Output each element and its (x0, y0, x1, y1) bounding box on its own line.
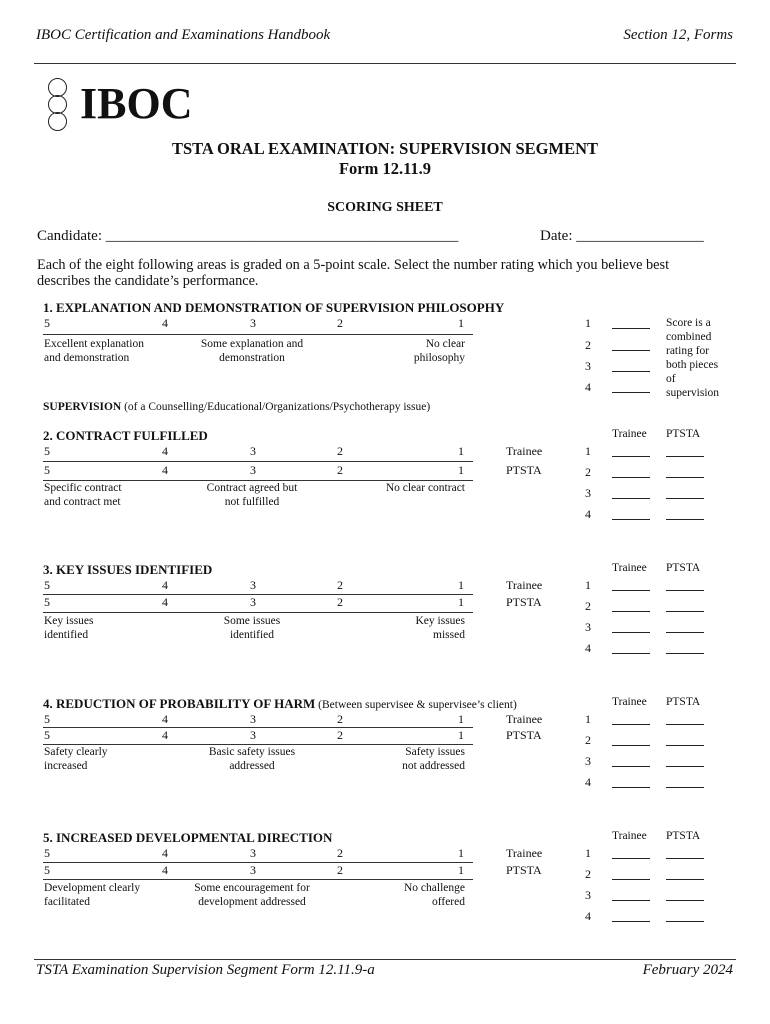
desc-right: No clear philosophy (413, 338, 465, 364)
section-2-title: 2. CONTRACT FULFILLED (43, 428, 208, 443)
row-number: 3 (585, 888, 591, 902)
row-number: 2 (585, 338, 591, 352)
trainee-scale-1[interactable]: 1 (458, 846, 464, 860)
ptsta-scale-2[interactable]: 2 (337, 463, 343, 477)
score-blank[interactable] (612, 350, 650, 351)
ptsta-scale-2[interactable]: 2 (337, 595, 343, 609)
ptsta-scale-5[interactable]: 5 (44, 463, 50, 477)
ptsta-label: PTSTA (506, 463, 542, 477)
trainee-scale-2[interactable]: 2 (337, 444, 343, 458)
ptsta-scale-1[interactable]: 1 (458, 728, 464, 742)
row-number: 3 (585, 359, 591, 373)
row-number: 1 (585, 712, 591, 726)
trainee-scale-4[interactable]: 4 (162, 444, 168, 458)
header-right: Section 12, Forms (623, 27, 733, 43)
ptsta-score-blank[interactable] (666, 456, 704, 457)
trainee-score-blank[interactable] (612, 477, 650, 478)
scale-2[interactable]: 2 (337, 316, 343, 330)
row-number: 1 (585, 316, 591, 330)
desc-left: Key issues identified (44, 615, 94, 641)
ptsta-label: PTSTA (506, 728, 542, 742)
section-1-title: 1. EXPLANATION AND DEMONSTRATION OF SUPERVISION PHILOSOPHY (43, 300, 505, 315)
header-left: IBOC Certification and Examinations Handbook (36, 27, 331, 43)
ptsta-scale-2[interactable]: 2 (337, 728, 343, 742)
trainee-scale-2[interactable]: 2 (337, 846, 343, 860)
ptsta-score-blank[interactable] (666, 590, 704, 591)
desc-right: Key issues missed (415, 615, 465, 641)
ptsta-score-blank[interactable] (666, 745, 704, 746)
intro-line-2: describes the candidate’s performance. (37, 273, 259, 289)
desc-left: Development clearly facilitated (44, 882, 141, 908)
section-4-title: 4. REDUCTION OF PROBABILITY OF HARM (Between supervisee & supervisee’s client) (43, 696, 517, 711)
trainee-label: Trainee (506, 846, 543, 860)
trainee-scale-3[interactable]: 3 (250, 846, 256, 860)
desc-right: No clear contract (385, 482, 465, 494)
ptsta-score-blank[interactable] (666, 787, 704, 788)
trainee-score-blank[interactable] (612, 724, 650, 725)
scale-1[interactable]: 1 (458, 316, 464, 330)
ptsta-score-blank[interactable] (666, 519, 704, 520)
ptsta-scale-3[interactable]: 3 (250, 463, 256, 477)
trainee-scale-1[interactable]: 1 (458, 578, 464, 592)
ptsta-score-blank[interactable] (666, 879, 704, 880)
trainee-score-blank[interactable] (612, 456, 650, 457)
row-number: 1 (585, 444, 591, 458)
trainee-scale-3[interactable]: 3 (250, 444, 256, 458)
scoring-sheet-title: SCORING SHEET (327, 200, 443, 215)
ptsta-scale-3[interactable]: 3 (250, 595, 256, 609)
trainee-score-blank[interactable] (612, 921, 650, 922)
trainee-label: Trainee (506, 444, 543, 458)
footer-right: February 2024 (642, 962, 733, 978)
trainee-score-blank[interactable] (612, 879, 650, 880)
desc-right: Safety issues not addressed (402, 746, 465, 772)
trainee-score-blank[interactable] (612, 632, 650, 633)
date-label: Date: (540, 228, 573, 244)
ptsta-label: PTSTA (506, 595, 542, 609)
desc-left: Safety clearly increased (44, 746, 108, 772)
row-number: 4 (585, 909, 591, 923)
scale-rule (43, 334, 473, 335)
ptsta-scale-1[interactable]: 1 (458, 463, 464, 477)
candidate-label: Candidate: (37, 228, 102, 244)
trainee-scale-4[interactable]: 4 (162, 712, 168, 726)
header-rule (34, 63, 736, 64)
desc-right: No challenge offered (404, 882, 465, 908)
trainee-score-blank[interactable] (612, 519, 650, 520)
ptsta-score-blank[interactable] (666, 766, 704, 767)
date-field[interactable] (540, 228, 704, 245)
footer-left: TSTA Examination Supervision Segment Form 12.11.9-a (36, 962, 375, 978)
logo-circle-bottom (48, 112, 67, 131)
ptsta-scale-3[interactable]: 3 (250, 728, 256, 742)
trainee-scale-2[interactable]: 2 (337, 578, 343, 592)
desc-middle: Basic safety issues addressed (208, 746, 296, 772)
supervision-note: SUPERVISION (of a Counselling/Educational/Organizations/Psychotherapy issue) (43, 401, 431, 413)
ptsta-header: PTSTA (666, 428, 701, 440)
ptsta-score-blank[interactable] (666, 477, 704, 478)
trainee-scale-5[interactable]: 5 (44, 846, 50, 860)
ptsta-header: PTSTA (666, 696, 701, 708)
section-3-title: 3. KEY ISSUES IDENTIFIED (43, 562, 213, 577)
trainee-score-blank[interactable] (612, 611, 650, 612)
ptsta-scale-4[interactable]: 4 (162, 728, 168, 742)
score-blank[interactable] (612, 371, 650, 372)
section-5-title: 5. INCREASED DEVELOPMENTAL DIRECTION (43, 830, 333, 845)
ptsta-score-blank[interactable] (666, 921, 704, 922)
row-number: 3 (585, 486, 591, 500)
trainee-header: Trainee (612, 696, 647, 708)
intro-line-1: Each of the eight following areas is graded on a 5-point scale. Select the number rating which you believe best (37, 257, 670, 273)
candidate-field[interactable] (37, 228, 458, 245)
row-number: 4 (585, 380, 591, 394)
ptsta-label: PTSTA (506, 863, 542, 877)
scale-3[interactable]: 3 (250, 316, 256, 330)
trainee-scale-5[interactable]: 5 (44, 578, 50, 592)
score-blank[interactable] (612, 392, 650, 393)
ptsta-scale-1[interactable]: 1 (458, 595, 464, 609)
scale-rule (43, 727, 473, 728)
row-number: 4 (585, 775, 591, 789)
ptsta-score-blank[interactable] (666, 653, 704, 654)
ptsta-header: PTSTA (666, 562, 701, 574)
ptsta-scale-1[interactable]: 1 (458, 863, 464, 877)
combined-score-note: Score is a combined rating for both pieces of supervision (666, 317, 720, 399)
date-line[interactable]: _________________ (576, 228, 704, 244)
logo-text: IBOC (80, 79, 193, 128)
form-number: Form 12.11.9 (338, 159, 432, 178)
trainee-scale-3[interactable]: 3 (250, 712, 256, 726)
ptsta-scale-4[interactable]: 4 (162, 595, 168, 609)
ptsta-scale-4[interactable]: 4 (162, 863, 168, 877)
trainee-score-blank[interactable] (612, 900, 650, 901)
ptsta-scale-4[interactable]: 4 (162, 463, 168, 477)
row-number: 3 (585, 620, 591, 634)
trainee-score-blank[interactable] (612, 653, 650, 654)
row-number: 3 (585, 754, 591, 768)
trainee-score-blank[interactable] (612, 745, 650, 746)
ptsta-score-blank[interactable] (666, 900, 704, 901)
ptsta-scale-2[interactable]: 2 (337, 863, 343, 877)
trainee-score-blank[interactable] (612, 766, 650, 767)
trainee-scale-1[interactable]: 1 (458, 444, 464, 458)
footer-rule (34, 959, 736, 960)
row-number: 1 (585, 846, 591, 860)
trainee-header: Trainee (612, 830, 647, 842)
trainee-label: Trainee (506, 712, 543, 726)
trainee-scale-3[interactable]: 3 (250, 578, 256, 592)
candidate-line[interactable]: _______________________________________________ (105, 228, 459, 244)
row-number: 2 (585, 867, 591, 881)
trainee-label: Trainee (506, 578, 543, 592)
scale-4[interactable]: 4 (162, 316, 168, 330)
desc-middle: Some encouragement for development addressed (194, 882, 310, 908)
desc-middle: Some issues identified (223, 615, 281, 641)
score-blank[interactable] (612, 328, 650, 329)
ptsta-score-blank[interactable] (666, 498, 704, 499)
scale-5[interactable]: 5 (44, 316, 50, 330)
trainee-score-blank[interactable] (612, 498, 650, 499)
scale-rule (43, 879, 473, 880)
row-number: 2 (585, 465, 591, 479)
trainee-score-blank[interactable] (612, 590, 650, 591)
desc-middle: Contract agreed but not fulfilled (206, 482, 298, 508)
desc-middle: Some explanation and demonstration (200, 338, 304, 364)
trainee-score-blank[interactable] (612, 858, 650, 859)
ptsta-scale-3[interactable]: 3 (250, 863, 256, 877)
row-number: 2 (585, 599, 591, 613)
trainee-scale-5[interactable]: 5 (44, 444, 50, 458)
trainee-scale-1[interactable]: 1 (458, 712, 464, 726)
trainee-score-blank[interactable] (612, 787, 650, 788)
ptsta-scale-5[interactable]: 5 (44, 728, 50, 742)
trainee-header: Trainee (612, 428, 647, 440)
row-number: 1 (585, 578, 591, 592)
desc-left: Excellent explanation and demonstration (44, 338, 144, 364)
row-number: 2 (585, 733, 591, 747)
trainee-header: Trainee (612, 562, 647, 574)
ptsta-scale-5[interactable]: 5 (44, 595, 50, 609)
ptsta-header: PTSTA (666, 830, 701, 842)
trainee-scale-2[interactable]: 2 (337, 712, 343, 726)
scale-rule (43, 612, 473, 613)
ptsta-score-blank[interactable] (666, 858, 704, 859)
ptsta-score-blank[interactable] (666, 611, 704, 612)
scale-rule (43, 862, 473, 863)
form-title: TSTA ORAL EXAMINATION: SUPERVISION SEGMENT (171, 139, 599, 158)
trainee-scale-5[interactable]: 5 (44, 712, 50, 726)
ptsta-score-blank[interactable] (666, 724, 704, 725)
trainee-scale-4[interactable]: 4 (162, 846, 168, 860)
row-number: 4 (585, 507, 591, 521)
scale-rule (43, 461, 473, 462)
row-number: 4 (585, 641, 591, 655)
desc-left: Specific contract and contract met (44, 482, 122, 508)
ptsta-scale-5[interactable]: 5 (44, 863, 50, 877)
ptsta-score-blank[interactable] (666, 632, 704, 633)
trainee-scale-4[interactable]: 4 (162, 578, 168, 592)
scale-rule (43, 594, 473, 595)
